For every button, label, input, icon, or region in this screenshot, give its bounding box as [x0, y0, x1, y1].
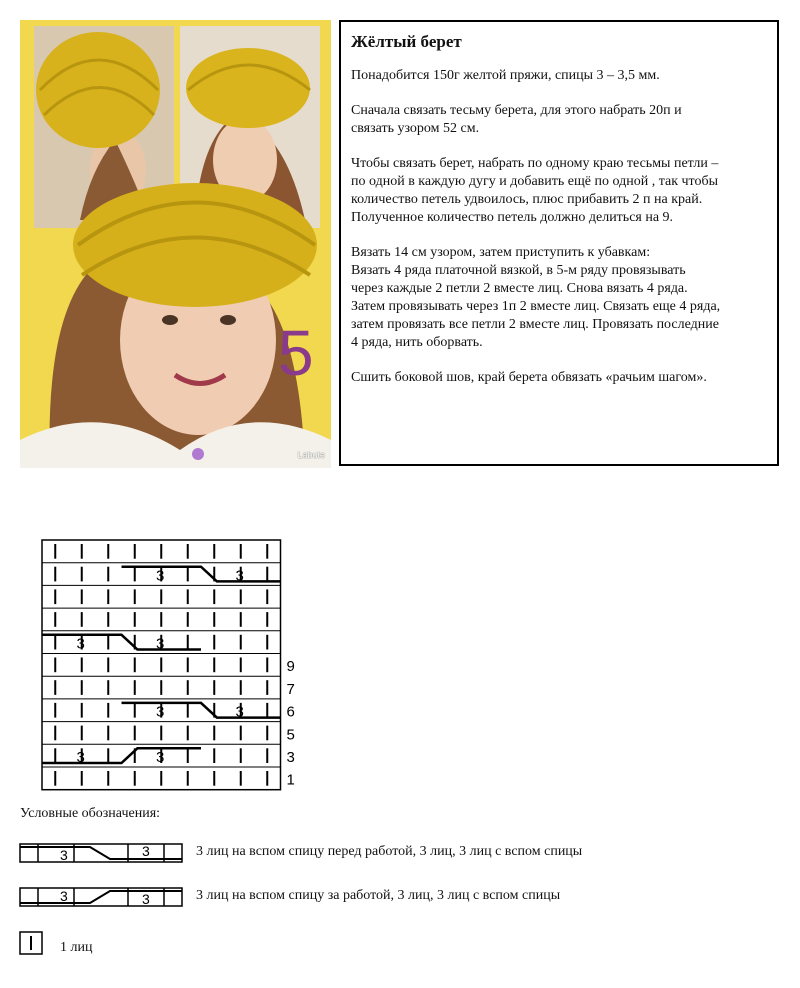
instructions-box — [339, 20, 779, 466]
cable-front-label-right: 3 — [142, 843, 150, 859]
cable-back-label-left: 3 — [60, 888, 68, 904]
knitting-chart — [20, 528, 320, 798]
legend-text-cable-front: 3 лиц на вспом спицу перед работой, 3 лиц, 3 лиц с вспом спицы — [196, 844, 583, 859]
cable-label: 3 — [76, 635, 85, 653]
cable-back-symbol — [18, 882, 188, 912]
row-number-label: 6 — [286, 703, 295, 721]
cable-label: 3 — [235, 703, 244, 721]
cable-label: 3 — [76, 749, 85, 766]
beret-photo — [20, 20, 331, 468]
article-title: Жёлтый берет — [351, 32, 462, 51]
row-number-label: 3 — [286, 749, 295, 766]
row-number-label: 5 — [286, 726, 295, 744]
paragraph-finishing: Сшить боковой шов, край берета обвязать «рачьим шагом». — [351, 370, 707, 385]
photo-credit: Labute — [297, 450, 325, 460]
row-number-label: 9 — [286, 658, 295, 676]
legend-item-cable-back — [18, 882, 778, 912]
cable-front-symbol — [18, 838, 188, 868]
knit-stitch-symbol — [18, 928, 48, 958]
pattern-number: 5 — [278, 317, 314, 389]
legend-text-knit: 1 лиц — [60, 940, 93, 955]
legend-item-knit — [18, 928, 218, 958]
cable-label: 3 — [155, 703, 165, 721]
paragraph-materials: Понадобится 150г желтой пряжи, спицы 3 – 3,5 мм. — [351, 68, 660, 83]
cable-back-label-right: 3 — [142, 891, 150, 907]
paragraph-decreases: Вязать 14 см узором, затем приступить к убавкам: Вязать 4 ряда платочной вязкой, в 5-м ряду провязывать через каждые 2 петли 2 вместе лиц. Снова вязать 4 ряда. Затем провязывать через 1п 2 вместе лиц. Связать еще 4 ряда, затем провязать все петли 2 вместе лиц. Провязать последние 4 ряда, нить оборвать. — [351, 245, 721, 350]
legend-item-cable-front — [18, 838, 778, 868]
cable-front-label-left: 3 — [60, 847, 68, 863]
row-number-label: 7 — [286, 680, 295, 698]
cable-label: 3 — [155, 635, 165, 653]
cable-label: 3 — [235, 567, 244, 585]
legend-text-cable-back: 3 лиц на вспом спицу за работой, 3 лиц, 3 лиц с вспом спицы — [196, 888, 561, 903]
legend-title: Условные обозначения: — [20, 806, 161, 821]
row-number-label: 1 — [286, 771, 295, 789]
cable-label: 3 — [155, 567, 165, 585]
paragraph-band: Сначала связать тесьму берета, для этого набрать 20п и связать узором 52 см. — [351, 103, 682, 136]
cable-label: 3 — [155, 749, 165, 766]
paragraph-cast-on: Чтобы связать берет, набрать по одному краю тесьмы петли – по одной в каждую дугу и добавить ещё по одной , так чтобы количество петель удвоилось, плюс прибавить 2 п на край. Полученное количество петель должно делиться на 9. — [351, 156, 719, 225]
